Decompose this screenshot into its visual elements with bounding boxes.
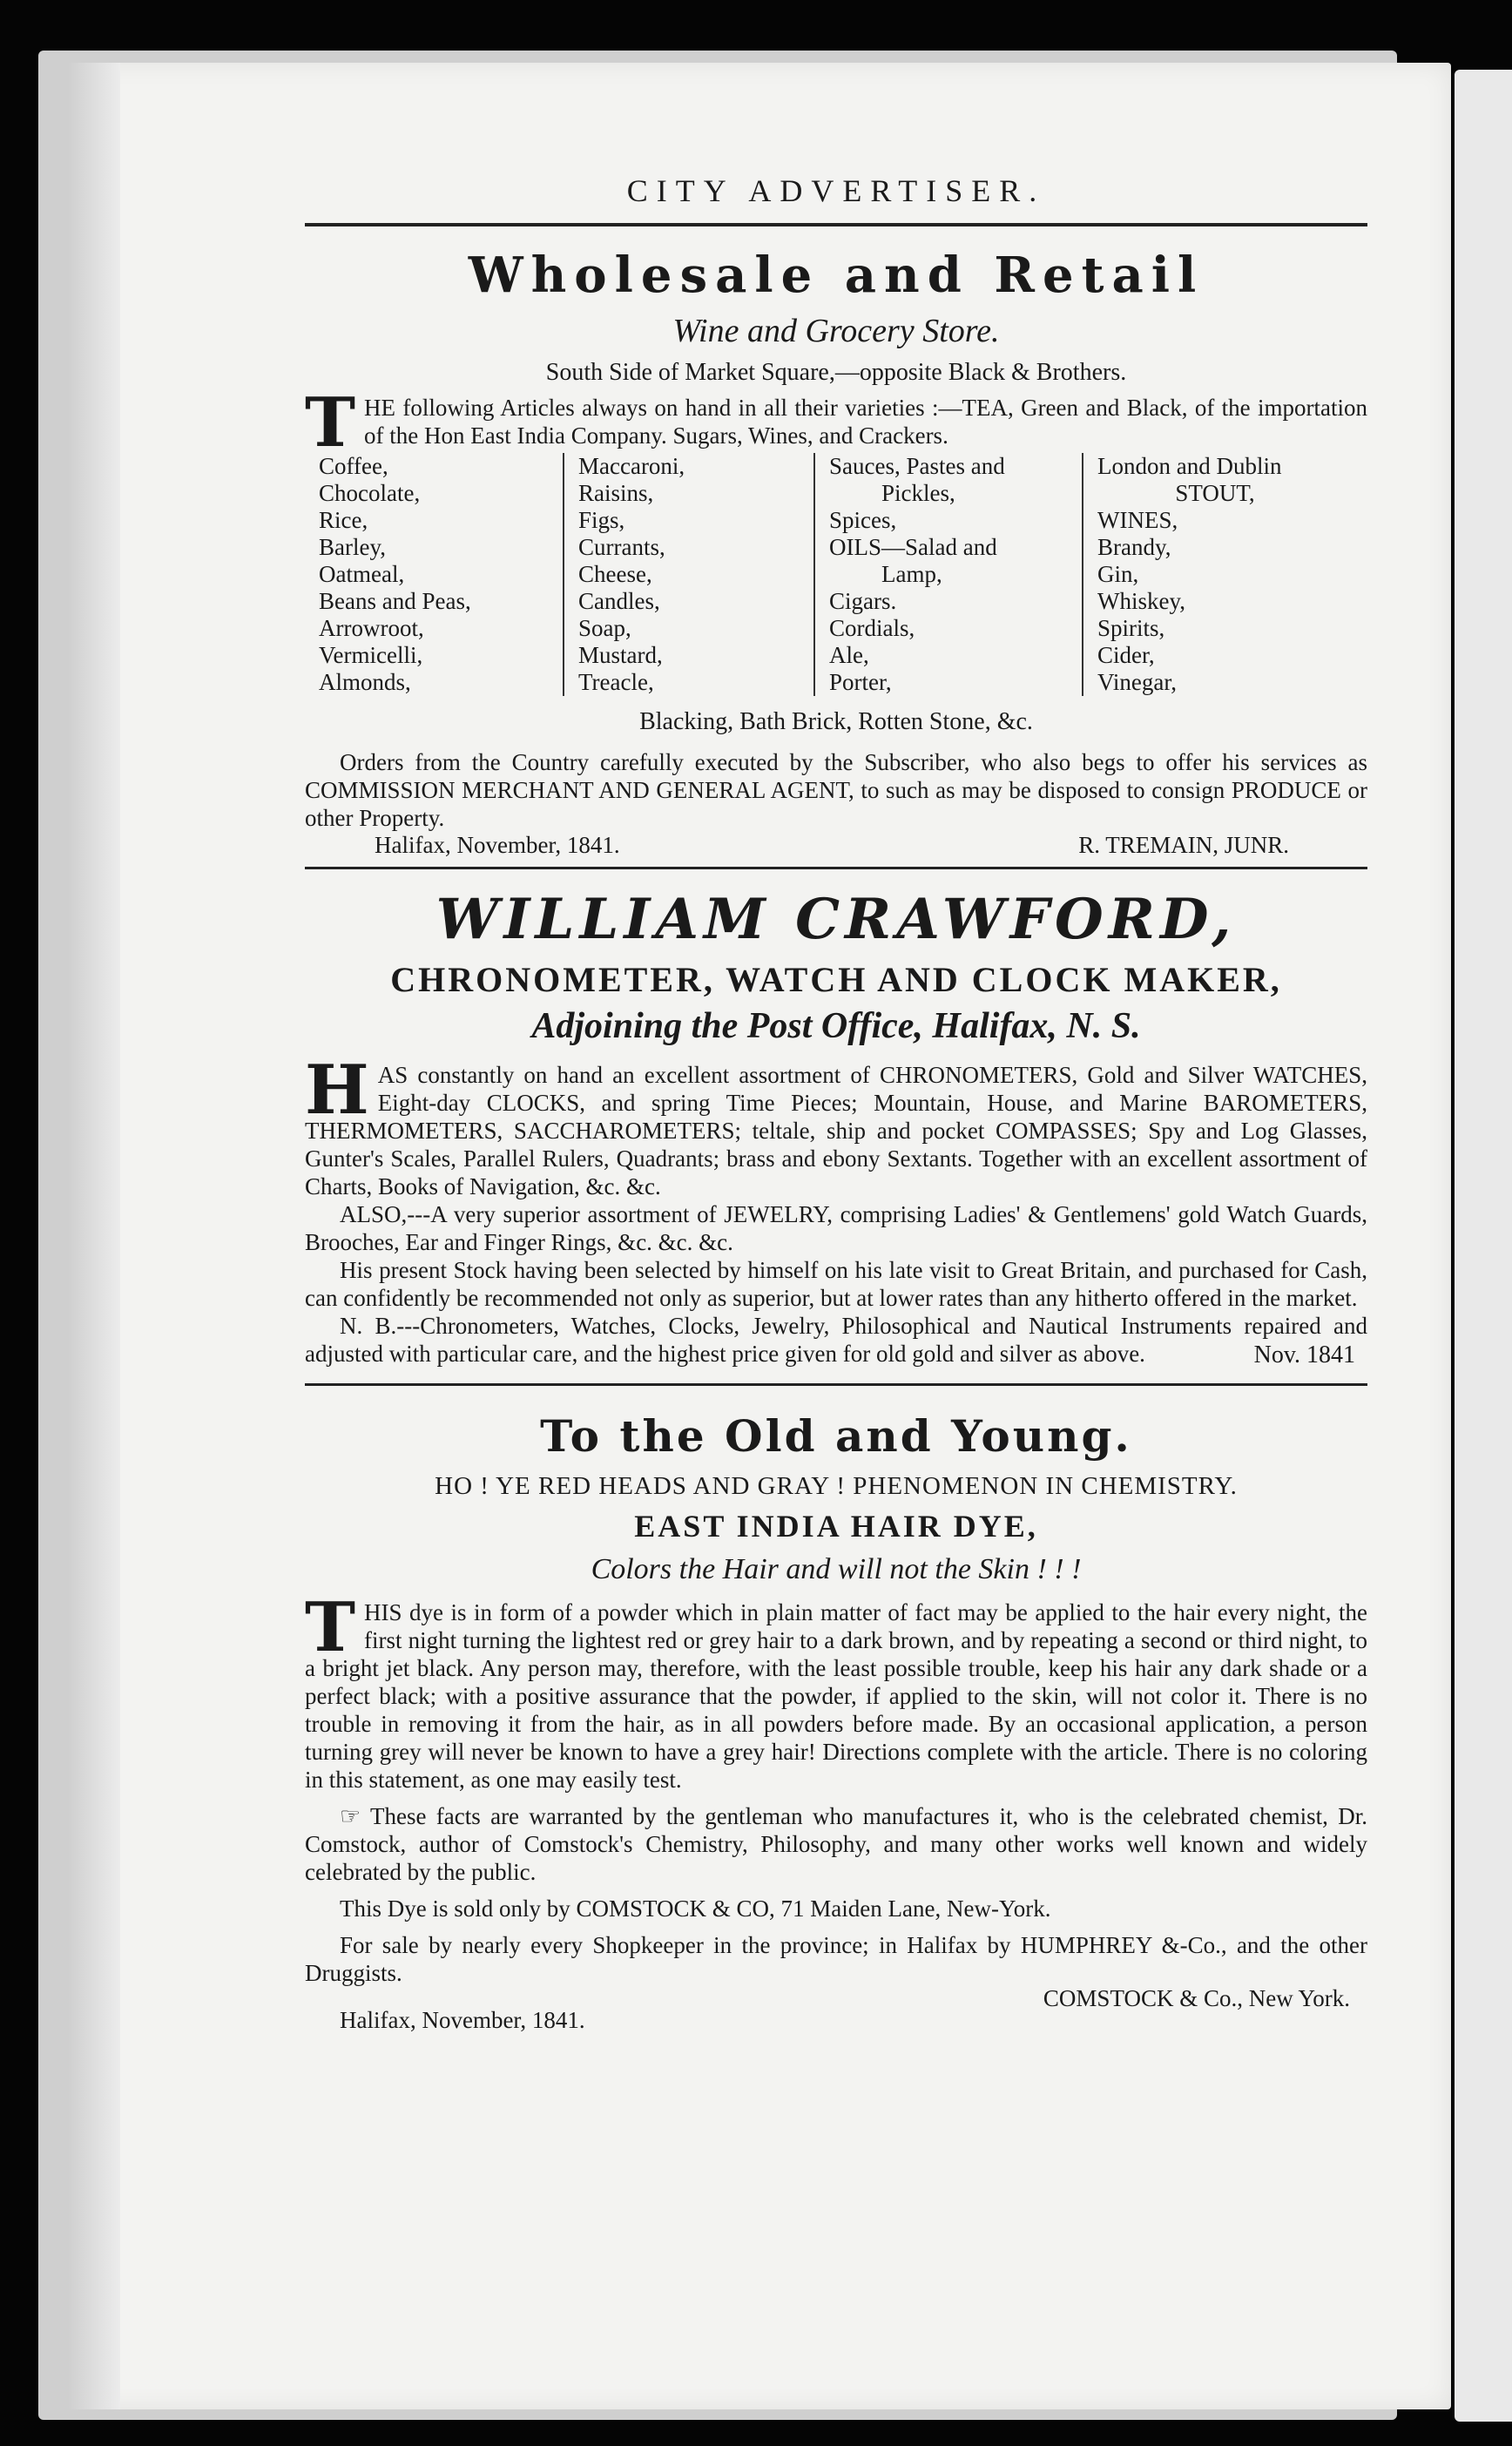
goods-item: Cordials, [829,615,915,641]
goods-item: Sauces, Pastes and [829,453,1005,479]
ad-intro [305,383,1367,463]
goods-item: Barley, [319,534,386,560]
orders-paragraph: Orders from the Country carefully executed by the Subscriber, who also begs to offer his services as COMMISSION MERCHANT AND GENERAL AGENT, to such as may be disposed to consign PRODUCE or other Property. [305,749,1367,831]
goods-item: STOUT, [1175,480,1255,506]
dye-date: Halifax, November, 1841. [340,2007,585,2033]
goods-item: Coffee, [319,453,388,479]
goods-item: Ale, [829,642,869,668]
goods-item: OILS—Salad and [829,534,997,560]
dye-product: EAST INDIA HAIR DYE, [634,1509,1038,1544]
goods-item: Treacle, [578,669,654,695]
section-rule [305,1383,1367,1386]
goods-column-4 [1082,453,1341,696]
dye-para-1 [305,1588,1367,1794]
goods-item: Rice, [319,507,368,533]
dye-para-4: For sale by nearly every Shopkeeper in the province; in Halifax by HUMPHREY &-Co., and the other Druggists. [305,1932,1367,1986]
goods-item: Cider, [1097,642,1155,668]
crawford-para-1-text: AS constantly on hand an excellent assortment of CHRONOMETERS, Gold and Silver WATCHES, Eight-day CLOCKS, and spring Time Pieces; Mountain, House, and Marine BAROMETERS, THERMOMETERS, SACCHAROMETERS; teltale, ship and pocket COMPASSES; Spy and Log Glasses, Gunter's Scales, Parallel Rulers, Quadrants; brass and ebony Sextants. Together with an excellent assortment of Charts, Books of Navigation, &c. &c. [305,1062,1367,1199]
wholesale-signature: R. TREMAIN, JUNR. [1078,832,1289,858]
goods-item: Vinegar, [1097,669,1178,695]
next-page-edge [1455,70,1512,2422]
goods-item: Vermicelli, [319,642,423,668]
crawford-para-1 [305,1051,1367,1200]
goods-item: Currants, [578,534,665,560]
goods-item: Porter, [829,669,892,695]
goods-item: Cheese, [578,561,652,587]
dye-tagline: Colors the Hair and will not the Skin ! ! ! [591,1553,1082,1585]
goods-item: Maccaroni, [578,453,685,479]
goods-item: Candles, [578,588,660,614]
drop-cap: T [305,383,356,463]
goods-item: Lamp, [881,561,942,587]
crawford-para-3: His present Stock having been selected by himself on his late visit to Great Britain, and purchased for Cash, can confidently be recommended not only as superior, but at lower rates than any hitherto offered in the market. [305,1257,1367,1311]
wholesale-footer [305,832,1367,858]
goods-column-2 [563,453,813,696]
dye-signature: COMSTOCK & Co., New York. [1043,1985,1350,2011]
page-header: CITY ADVERTISER. [626,173,1046,208]
hair-dye-ad [305,1410,1367,2034]
goods-item: Pickles, [881,480,955,506]
goods-item: Cigars. [829,588,897,614]
goods-item: Gin, [1097,561,1139,587]
goods-item: Almonds, [319,669,411,695]
goods-column-3 [813,453,1082,696]
page-gutter [68,63,120,2409]
dye-para-3: This Dye is sold only by COMSTOCK & CO, 71 Maiden Lane, New-York. [340,1895,1051,1922]
goods-item: Mustard, [578,642,663,668]
drop-cap: T [305,1588,356,1667]
goods-item: Spices, [829,507,897,533]
wholesale-date: Halifax, November, 1841. [375,832,620,858]
crawford-address: Adjoining the Post Office, Halifax, N. S. [531,1006,1141,1046]
crawford-trade: CHRONOMETER, WATCH AND CLOCK MAKER, [390,960,1282,999]
ad-location: South Side of Market Square,—opposite Black & Brothers. [545,359,1127,386]
goods-item: Chocolate, [319,480,421,506]
goods-item: Arrowroot, [319,615,424,641]
goods-columns [305,453,1367,696]
intro-text: HE following Articles always on hand in all their varieties :—TEA, Green and Black, of the importation of the Hon East India Company. Sugars, Wines, and Crackers. [364,395,1367,449]
page-content [305,105,1367,2034]
drop-cap: H [305,1051,369,1130]
header-rule [305,223,1367,226]
dye-para-2: ☞ These facts are warranted by the gentleman who manufactures it, who is the celebrated chemist, Dr. Comstock, author of Comstock's Chemistry, Philosophy, and many other works well known and widely celebrated by the public. [305,1803,1367,1885]
goods-item: Brandy, [1097,534,1171,560]
goods-item: Raisins, [578,480,654,506]
crawford-para-4: N. B.---Chronometers, Watches, Clocks, Jewelry, Philosophical and Nautical Instruments repaired and adjusted with particular care, and the highest price given for old gold and silver as above. [305,1313,1367,1367]
crawford-ad [305,887,1367,1369]
goods-column-1 [305,453,563,696]
dye-exclaim: HO ! YE RED HEADS AND GRAY ! PHENOMENON IN CHEMISTRY. [435,1472,1238,1500]
crawford-para-2: ALSO,---A very superior assortment of JEWELRY, comprising Ladies' & Gentlemens' gold Watch Guards, Brooches, Ear and Finger Rings, &c. &c. &c. [305,1201,1367,1255]
goods-item: Spirits, [1097,615,1165,641]
goods-item: Whiskey, [1097,588,1185,614]
goods-item: Soap, [578,615,631,641]
goods-item: Oatmeal, [319,561,405,587]
blacking-line: Blacking, Bath Brick, Rotten Stone, &c. [639,708,1033,735]
crawford-name: WILLIAM CRAWFORD, [435,887,1237,952]
goods-item: Beans and Peas, [319,588,471,614]
dye-para-1-text: HIS dye is in form of a powder which in plain matter of fact may be applied to the hair every night, the first night turning the lightest red or grey hair to a dark brown, and by repeating a second or third night, to a bright jet black. Any person may, therefore, with the least possible trouble, keep his hair any dark shade or a perfect black; with a positive assurance that the powder, if applied to the skin, will not color it. There is no trouble in removing it from the hair, as in all powders before made. By an occasional application, a person turning grey will never be known to have a grey hair! Directions complete with the article. There is no coloring in this statement, as one may easily test. [305,1599,1367,1793]
dye-title: To the Old and Young. [540,1410,1132,1462]
goods-item: WINES, [1097,507,1178,533]
goods-item: Figs, [578,507,625,533]
goods-item: London and Dublin [1097,453,1282,479]
ad-subtitle: Wine and Grocery Store. [672,313,1000,349]
ad-title: Wholesale and Retail [468,247,1205,304]
wholesale-ad [305,247,1367,858]
section-rule [305,867,1367,869]
crawford-date: Nov. 1841 [1253,1341,1355,1368]
